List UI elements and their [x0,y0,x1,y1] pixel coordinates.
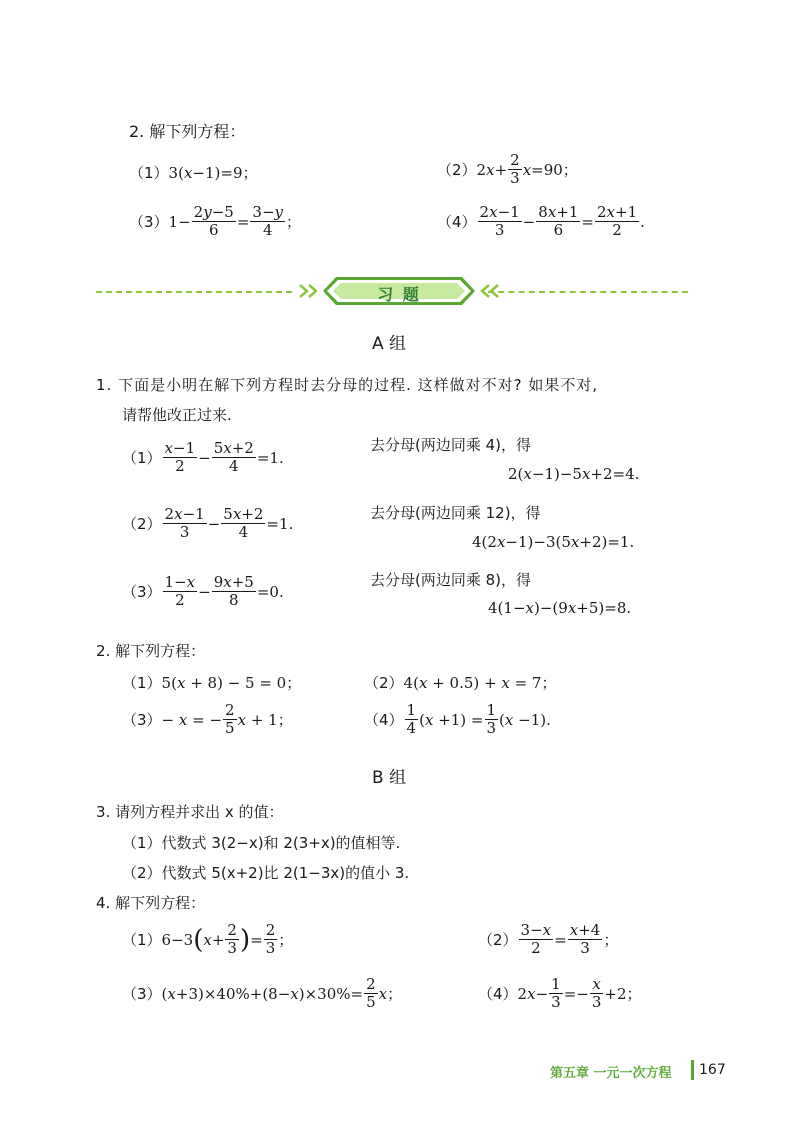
chevron-left-icon [478,283,500,299]
group-a-title: A 组 [372,334,407,354]
group-b-title: B 组 [372,768,407,788]
page-number: 167 [699,1062,726,1078]
qa2-item-1: （1）5(x + 8) − 5 = 0； [122,674,302,692]
qa2-item-3: （3） − x = − $\frac{2}{5}$ x + 1； [122,701,293,738]
qb4-item-3: （3） (x+3)×40%+(8−x)×30%= $\frac{2}{5}$ x； [122,975,403,1012]
qa2-heading: 2. 解下列方程： [96,642,206,660]
qa1-item-2-result: 4(2x−1)−3(5x+2)=1. [472,533,635,551]
qb3-heading: 3. 请列方程并求出 x 的值： [96,803,284,821]
qa1-item-2-equation: （2） $\frac{2x-1}{3}$ − $\frac{5x+2}{4}$ =1. [122,505,294,542]
footer-chapter: 第五章 一元一次方程 [550,1066,672,1081]
qa1-item-3-equation: （3） $\frac{1-x}{2}$ − $\frac{9x+5}{8}$ =0. [122,573,284,610]
banner-dash-right [488,291,688,293]
qa1-item-3-result: 4(1−x)−(9x+5)=8. [488,599,632,617]
qa1-item-2-step: 去分母(两边同乘 12)，得 [370,504,541,522]
top-item-3: （3） 1− $\frac{2y-5}{6}$ = $\frac{3-y}{4}$ ； [129,203,302,240]
banner-dash-left [96,291,292,293]
qa1-item-1-result: 2(x−1)−5x+2=4. [508,465,640,483]
qa1-item-3-step: 去分母(两边同乘 8)，得 [370,571,532,589]
qa2-item-4: （4） $\frac{1}{4}$ (x +1) = $\frac{1}{3}$ (x −1). [364,701,551,738]
qb4-item-4: （4） 2x− $\frac{1}{3}$ =− $\frac{x}{3}$ +2； [478,975,642,1012]
qa1-stem-line2: 请帮他改正过来. [122,406,232,424]
top-item-1: （1）3(x−1)=9； [129,164,258,182]
qb3-item-1: （1）代数式 3(2−x)和 2(3+x)的值相等. [122,834,401,852]
qb4-heading: 4. 解下列方程： [96,894,206,912]
top-heading: 2. 解下列方程： [129,122,246,141]
qa1-item-1-equation: （1） $\frac{x-1}{2}$ − $\frac{5x+2}{4}$ =1. [122,439,284,476]
footer-divider [691,1060,694,1080]
qb4-item-2: （2） $\frac{3-x}{2}$ = $\frac{x+4}{3}$ ； [478,921,619,958]
top-item-2: （2） 2x+ $\frac{2}{3}$ x=90； [437,151,578,188]
qa1-item-1-step: 去分母(两边同乘 4)，得 [370,436,532,454]
top-item-4: （4） $\frac{2x-1}{3}$ − $\frac{8x+1}{6}$ = $\frac{2x+1}{2}$ . [437,203,645,240]
qb4-item-1: （1） 6−3 ( x+ $\frac{2}{3}$ ) = $\frac{2}{3}$ ； [122,921,294,958]
banner-title: 习 题 [377,285,421,304]
qa1-stem-line1: 1. 下面是小明在解下列方程时去分母的过程. 这样做对不对? 如果不对, [96,376,599,394]
qa2-item-2: （2）4(x + 0.5) + x = 7； [364,674,557,692]
qb3-item-2: （2）代数式 5(x+2)比 2(1−3x)的值小 3. [122,864,410,882]
chevron-right-icon [298,283,320,299]
